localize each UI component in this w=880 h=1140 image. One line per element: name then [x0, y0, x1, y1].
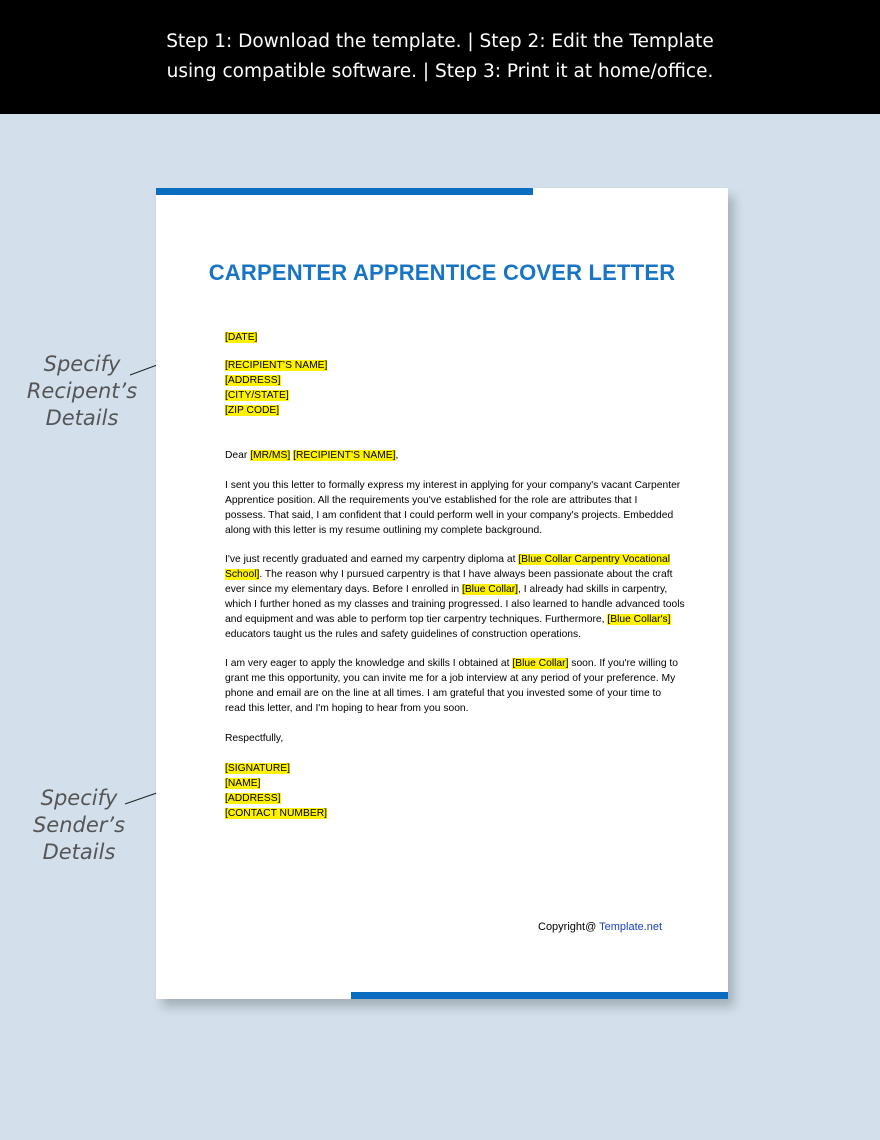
paragraph-text: . The reason why I pursued carpentry is that I have always been passionate about the craft [259, 569, 673, 580]
recipient-details-annotation [20, 351, 144, 432]
body-paragraph-2 [225, 552, 685, 642]
paragraph-text: and equipment and was able to perform top tier carpentry techniques. Furthermore, [225, 614, 608, 625]
instructions-line-2: using compatible software. | Step 3: Print it at home/office. [166, 61, 714, 82]
sender-contact-placeholder: [CONTACT NUMBER] [225, 808, 328, 819]
paragraph-line: phone and email are on the line at all times. I am grateful that you invested some of your time to [225, 688, 662, 699]
sender-name-placeholder: [NAME] [225, 778, 261, 789]
date-placeholder: [DATE] [225, 332, 258, 343]
template-net-link[interactable]: Template.net [599, 921, 663, 933]
sender-details-annotation [20, 785, 138, 866]
letter-page [156, 188, 728, 999]
salutation-prefix: Dear [225, 450, 251, 461]
salutation-title-placeholder: [MR/MS] [250, 450, 291, 461]
instructions-line-1: Step 1: Download the template. | Step 2: Edit the Template [166, 31, 714, 52]
recipient-zip-placeholder: [ZIP CODE] [225, 405, 280, 416]
annotation-line: Details [45, 406, 119, 430]
salutation-name-placeholder: [RECIPIENT’S NAME] [293, 450, 396, 461]
body-paragraph-1 [225, 478, 681, 538]
paragraph-line: possess. That said, I am confident that I could perform well in your company's projects. Embedded [225, 510, 674, 521]
school-short-placeholder: [Blue Collar] [512, 658, 569, 669]
bottom-accent-bar [351, 992, 728, 999]
recipient-address-placeholder: [ADDRESS] [225, 375, 281, 386]
school-possessive-placeholder: [Blue Collar's] [607, 614, 671, 625]
salutation [225, 448, 665, 463]
body-paragraph-3 [225, 656, 679, 716]
letter-title: CARPENTER APPRENTICE COVER LETTER [208, 260, 676, 285]
paragraph-text: I am very eager to apply the knowledge and skills I obtained at [225, 658, 513, 669]
recipient-name-placeholder: [RECIPIENT’S NAME] [225, 360, 328, 371]
school-placeholder: [Blue Collar Carpentry Vocational [518, 554, 670, 565]
paragraph-line: which I further honed as my classes and training progressed. I also learned to handle advanced tools [225, 599, 685, 610]
annotation-line: Sender’s [32, 813, 126, 837]
recipient-block [225, 358, 665, 418]
school-short-placeholder: [Blue Collar] [461, 584, 519, 595]
paragraph-line: Apprentice position. All the requirements you've established for the role are attributes that I [225, 495, 638, 506]
top-accent-bar [156, 188, 533, 195]
paragraph-text: I've just recently graduated and earned my carpentry diploma at [225, 554, 519, 565]
date-block [225, 330, 665, 345]
paragraph-line: educators taught us the rules and safety guidelines of construction operations. [225, 629, 582, 640]
annotation-line: Specify [40, 786, 118, 810]
school-placeholder-end: School] [225, 569, 260, 580]
annotation-line: Recipent’s [26, 379, 138, 403]
copyright-notice [538, 921, 662, 933]
paragraph-text: ever since my elementary days. Before I enrolled in [225, 584, 462, 595]
annotation-line: Specify [43, 352, 121, 376]
paragraph-text: , I already had skills in carpentry, [518, 584, 668, 595]
closing [225, 731, 665, 746]
paragraph-line: along with this letter is my resume outlining my complete background. [225, 525, 543, 536]
signature-placeholder: [SIGNATURE] [225, 763, 291, 774]
recipient-city-state-placeholder: [CITY/STATE] [225, 390, 289, 401]
paragraph-line: grant me this opportunity, you can invite me for a job interview at any period of your preference. My [225, 673, 676, 684]
paragraph-text: soon. If you're willing to [568, 658, 679, 669]
copyright-label: Copyright@ [538, 921, 600, 933]
closing-text: Respectfully, [225, 733, 284, 744]
annotation-line: Details [42, 840, 116, 864]
sender-address-placeholder: [ADDRESS] [225, 793, 281, 804]
sender-block [225, 761, 665, 821]
paragraph-line: read this letter, and I'm hoping to hear from you soon. [225, 703, 469, 714]
salutation-suffix: , [395, 450, 399, 461]
paragraph-line: I sent you this letter to formally express my interest in applying for your company's vacant Carpenter [225, 480, 681, 491]
